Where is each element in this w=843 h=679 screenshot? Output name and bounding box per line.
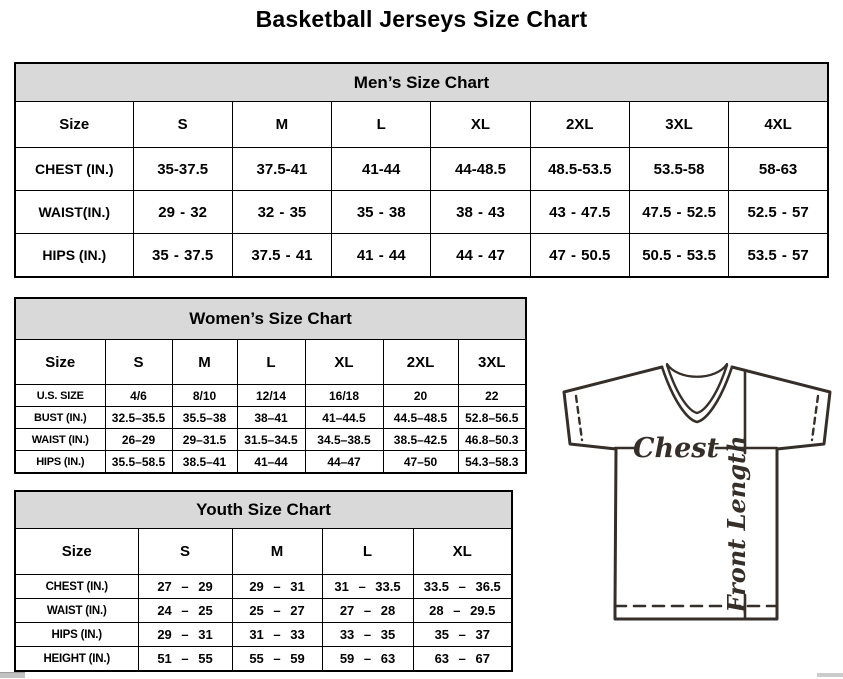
size-value-cell: 55 – 59 xyxy=(232,647,322,672)
mens-table-title: Men’s Size Chart xyxy=(15,63,828,102)
size-value-cell: 51 – 55 xyxy=(138,647,232,672)
row-label: WAIST(IN.) xyxy=(15,191,133,234)
row-label: HIPS (IN.) xyxy=(15,234,133,278)
mens-table-title-row xyxy=(15,63,828,102)
size-value-cell: 38 - 43 xyxy=(431,191,530,234)
size-value-cell: 53.5-58 xyxy=(629,148,728,191)
row-label: HEIGHT (IN.) xyxy=(15,647,138,672)
table-row xyxy=(15,599,512,623)
size-value-cell: 29 – 31 xyxy=(138,623,232,647)
size-column-header: 4XL xyxy=(729,102,828,148)
size-value-cell: 46.8–50.3 xyxy=(458,429,526,451)
size-value-cell: 34.5–38.5 xyxy=(305,429,383,451)
size-value-cell: 35 - 37.5 xyxy=(133,234,232,278)
youth-table-title: Youth Size Chart xyxy=(15,491,512,529)
size-value-cell: 27 – 29 xyxy=(138,575,232,599)
row-label: HIPS (IN.) xyxy=(15,623,138,647)
size-value-cell: 12/14 xyxy=(237,385,305,407)
size-column-header: Size xyxy=(15,102,133,148)
table-row xyxy=(15,191,828,234)
size-value-cell: 63 – 67 xyxy=(413,647,512,672)
size-column-header: S xyxy=(138,529,232,575)
table-row xyxy=(15,575,512,599)
size-value-cell: 58-63 xyxy=(729,148,828,191)
row-label: HIPS (IN.) xyxy=(15,451,105,474)
size-value-cell: 32 - 35 xyxy=(232,191,331,234)
size-column-header: 2XL xyxy=(530,102,629,148)
size-column-header: L xyxy=(332,102,431,148)
row-label: CHEST (IN.) xyxy=(15,575,138,599)
right-cuff-stitch xyxy=(812,396,818,440)
table-row xyxy=(15,385,526,407)
size-column-header: 3XL xyxy=(458,340,526,385)
size-column-header: M xyxy=(232,102,331,148)
table-row xyxy=(15,451,526,474)
size-value-cell: 35.5–38 xyxy=(172,407,237,429)
chest-label: Chest xyxy=(633,433,719,464)
size-value-cell: 16/18 xyxy=(305,385,383,407)
size-value-cell: 24 – 25 xyxy=(138,599,232,623)
jersey-collar-back xyxy=(667,364,727,377)
row-label: BUST (IN.) xyxy=(15,407,105,429)
jersey-outline xyxy=(564,367,830,619)
size-value-cell: 8/10 xyxy=(172,385,237,407)
size-value-cell: 52.8–56.5 xyxy=(458,407,526,429)
size-value-cell: 48.5-53.5 xyxy=(530,148,629,191)
youth-table-title-row xyxy=(15,491,512,529)
size-column-header: M xyxy=(232,529,322,575)
size-value-cell: 28 – 29.5 xyxy=(413,599,512,623)
size-value-cell: 38–41 xyxy=(237,407,305,429)
size-value-cell: 31.5–34.5 xyxy=(237,429,305,451)
womens-size-table xyxy=(14,297,527,474)
size-value-cell: 32.5–35.5 xyxy=(105,407,172,429)
row-label: U.S. SIZE xyxy=(15,385,105,407)
table-row xyxy=(15,148,828,191)
row-label: WAIST (IN.) xyxy=(15,429,105,451)
table-row xyxy=(15,429,526,451)
size-value-cell: 44 - 47 xyxy=(431,234,530,278)
youth-column-header-row xyxy=(15,529,512,575)
size-value-cell: 43 - 47.5 xyxy=(530,191,629,234)
page-title: Basketball Jerseys Size Chart xyxy=(255,6,588,32)
size-value-cell: 37.5 - 41 xyxy=(232,234,331,278)
size-column-header: 3XL xyxy=(629,102,728,148)
size-value-cell: 4/6 xyxy=(105,385,172,407)
size-value-cell: 35 – 37 xyxy=(413,623,512,647)
size-value-cell: 44.5–48.5 xyxy=(383,407,458,429)
row-label: CHEST (IN.) xyxy=(15,148,133,191)
size-column-header: 2XL xyxy=(383,340,458,385)
size-column-header: XL xyxy=(413,529,512,575)
jersey-measurement-diagram xyxy=(556,358,840,626)
size-value-cell: 54.3–58.3 xyxy=(458,451,526,474)
size-value-cell: 22 xyxy=(458,385,526,407)
size-value-cell: 38.5–41 xyxy=(172,451,237,474)
size-value-cell: 33 – 35 xyxy=(322,623,413,647)
size-value-cell: 20 xyxy=(383,385,458,407)
size-value-cell: 25 – 27 xyxy=(232,599,322,623)
womens-column-header-row xyxy=(15,340,526,385)
size-value-cell: 47–50 xyxy=(383,451,458,474)
table-row xyxy=(15,407,526,429)
size-value-cell: 41–44 xyxy=(237,451,305,474)
youth-size-table xyxy=(14,490,513,672)
size-column-header: Size xyxy=(15,340,105,385)
size-value-cell: 26–29 xyxy=(105,429,172,451)
size-column-header: Size xyxy=(15,529,138,575)
size-value-cell: 38.5–42.5 xyxy=(383,429,458,451)
scroll-handle-left[interactable] xyxy=(0,672,25,678)
size-value-cell: 27 – 28 xyxy=(322,599,413,623)
size-value-cell: 35 - 38 xyxy=(332,191,431,234)
size-value-cell: 52.5 - 57 xyxy=(729,191,828,234)
table-row xyxy=(15,647,512,672)
table-row xyxy=(15,623,512,647)
size-value-cell: 41 - 44 xyxy=(332,234,431,278)
size-value-cell: 29–31.5 xyxy=(172,429,237,451)
mens-size-table xyxy=(14,62,829,278)
size-value-cell: 53.5 - 57 xyxy=(729,234,828,278)
size-value-cell: 41-44 xyxy=(332,148,431,191)
size-value-cell: 35-37.5 xyxy=(133,148,232,191)
womens-table-title-row xyxy=(15,298,526,340)
size-value-cell: 35.5–58.5 xyxy=(105,451,172,474)
size-column-header: S xyxy=(105,340,172,385)
size-column-header: L xyxy=(322,529,413,575)
womens-table-title: Women’s Size Chart xyxy=(15,298,526,340)
size-value-cell: 47.5 - 52.5 xyxy=(629,191,728,234)
size-value-cell: 29 - 32 xyxy=(133,191,232,234)
size-value-cell: 59 – 63 xyxy=(322,647,413,672)
size-value-cell: 29 – 31 xyxy=(232,575,322,599)
size-column-header: S xyxy=(133,102,232,148)
table-row xyxy=(15,234,828,278)
row-label: WAIST (IN.) xyxy=(15,599,138,623)
size-column-header: L xyxy=(237,340,305,385)
scroll-handle-right[interactable] xyxy=(817,673,843,677)
size-column-header: M xyxy=(172,340,237,385)
size-value-cell: 44-48.5 xyxy=(431,148,530,191)
size-value-cell: 33.5 – 36.5 xyxy=(413,575,512,599)
size-value-cell: 47 - 50.5 xyxy=(530,234,629,278)
size-column-header: XL xyxy=(305,340,383,385)
size-column-header: XL xyxy=(431,102,530,148)
size-value-cell: 50.5 - 53.5 xyxy=(629,234,728,278)
size-value-cell: 41–44.5 xyxy=(305,407,383,429)
size-value-cell: 31 – 33.5 xyxy=(322,575,413,599)
left-cuff-stitch xyxy=(576,396,582,440)
front-length-label: Front Length xyxy=(722,435,751,613)
size-value-cell: 31 – 33 xyxy=(232,623,322,647)
mens-column-header-row xyxy=(15,102,828,148)
size-value-cell: 37.5-41 xyxy=(232,148,331,191)
size-value-cell: 44–47 xyxy=(305,451,383,474)
